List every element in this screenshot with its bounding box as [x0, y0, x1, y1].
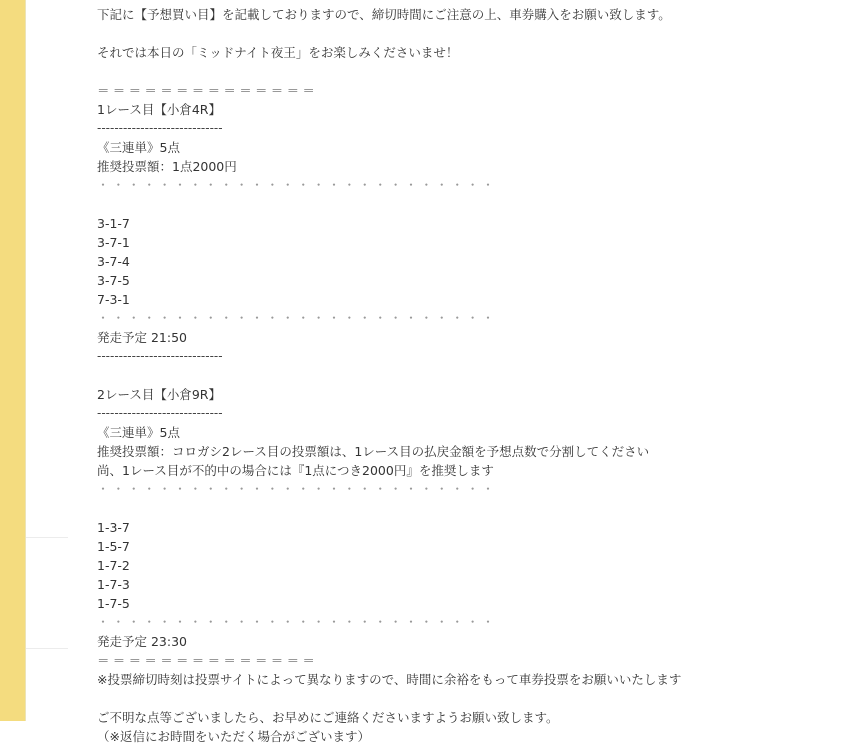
email-body	[97, 5, 817, 746]
race2-start-time: 発走予定 23:30	[97, 634, 187, 649]
race2-pick: 1-3-7	[97, 520, 130, 535]
gutter	[26, 0, 68, 721]
race2-pick: 1-7-5	[97, 596, 130, 611]
blank-line	[97, 366, 817, 385]
blank-line	[97, 689, 817, 708]
race2-title: 2レース目【小倉9R】	[97, 387, 221, 402]
equals-rule: ＝＝＝＝＝＝＝＝＝＝＝＝＝＝	[97, 83, 319, 98]
race1-start-time: 発走予定 21:50	[97, 330, 187, 345]
race2-pick: 1-5-7	[97, 539, 130, 554]
equals-rule: ＝＝＝＝＝＝＝＝＝＝＝＝＝＝	[97, 653, 319, 668]
race1-pick: 3-7-5	[97, 273, 130, 288]
dash-rule: -----------------------------	[97, 406, 223, 420]
deadline-note: ※投票締切時刻は投票サイトによって異なりますので、時間に余裕をもって車券投票をお願いいたします	[97, 672, 682, 687]
race2-pick: 1-7-2	[97, 558, 130, 573]
sidebar-strip	[0, 0, 26, 721]
race1-title: 1レース目【小倉4R】	[97, 102, 221, 117]
dot-rule: ・・・・・・・・・・・・・・・・・・・・・・・・・・	[97, 615, 498, 629]
race1-pick: 3-7-1	[97, 235, 130, 250]
dash-rule: -----------------------------	[97, 121, 223, 135]
blank-line	[97, 499, 817, 518]
intro-line: それでは本日の「ミッドナイト夜王」をお楽しみくださいませ！	[97, 45, 459, 60]
race2-pick: 1-7-3	[97, 577, 130, 592]
blank-line	[97, 24, 817, 43]
race1-bet-type: 《三連単》5点	[97, 140, 180, 155]
contact-line: ご不明な点等ございましたら、お早めにご連絡くださいますようお願い致します。	[97, 710, 559, 725]
reply-note: （※返信にお時間をいただく場合がございます）	[97, 729, 370, 744]
race2-bet-type: 《三連単》5点	[97, 425, 180, 440]
dot-rule: ・・・・・・・・・・・・・・・・・・・・・・・・・・	[97, 178, 498, 192]
blank-line	[97, 195, 817, 214]
dot-rule: ・・・・・・・・・・・・・・・・・・・・・・・・・・	[97, 482, 498, 496]
race1-pick: 3-7-4	[97, 254, 130, 269]
dash-rule: -----------------------------	[97, 349, 223, 363]
gutter-divider	[26, 648, 68, 649]
race2-stake: 推奨投票額：コロガシ2レース目の投票額は、1レース目の払戻金額を予想点数で分割してください	[97, 444, 650, 459]
race1-stake: 推奨投票額：1点2000円	[97, 159, 237, 174]
race1-pick: 3-1-7	[97, 216, 130, 231]
intro-line: 下記に【予想買い目】を記載しておりますので、締切時間にご注意の上、車券購入をお願い致します。	[97, 7, 671, 22]
race2-stake-note: 尚、1レース目が不的中の場合には『1点につき2000円』を推奨します	[97, 463, 494, 478]
race1-pick: 7-3-1	[97, 292, 130, 307]
dot-rule: ・・・・・・・・・・・・・・・・・・・・・・・・・・	[97, 311, 498, 325]
blank-line	[97, 62, 817, 81]
gutter-divider	[26, 537, 68, 538]
